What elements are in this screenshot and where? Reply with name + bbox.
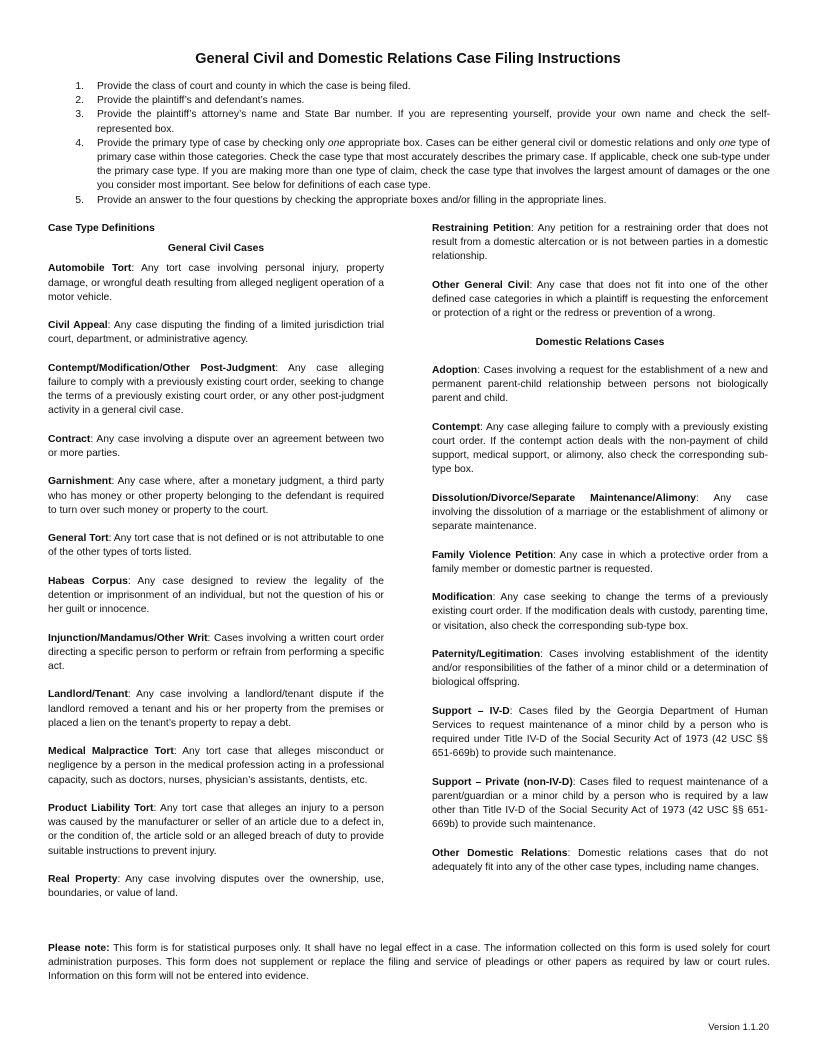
instruction-text-pre: Provide the primary type of case by checking only	[97, 137, 328, 149]
definition-text: : Any tort case involving personal injury, property damage, or wrongful death resulting from alleged negligent operation of a motor vehicle.	[48, 263, 384, 303]
definition-text: : Cases involving a written court order directing a specific person to perform or refrain from performing a specific act.	[48, 632, 385, 672]
definition-landlord-tenant	[48, 688, 384, 731]
definition-automobile-tort	[48, 262, 384, 305]
left-column	[48, 222, 384, 901]
definition-text: : Cases filed by the Georgia Department of Human Services to request maintenance of a minor child by a person who is required under Title IV-D of the Social Security Act of 1973 (42 USC §§ 651-669b) to provide such maintenance.	[432, 705, 768, 760]
definition-term: Garnishment	[48, 476, 112, 488]
definition-text: : Any tort case that is not defined or is not attributable to one of the other types of torts listed.	[48, 533, 384, 559]
definition-text: : Cases involving a request for the establishment of a new and permanent parent-child relationship between persons not biologically parent and child.	[432, 364, 768, 405]
instructions-list	[70, 80, 770, 208]
definition-term: Modification	[432, 592, 493, 604]
definition-term: Other General Civil	[432, 279, 530, 291]
definition-text: : Any tort case that alleges an injury to a person was caused by the manufacturer or seller of an article due to a defect in, or the condition of, the article sold or an alleged breach of duty to provide suitable instructions to prevent injury.	[48, 802, 385, 857]
definition-dissolution-divorce	[432, 492, 768, 535]
definition-text: : Any case disputing the finding of a limited jurisdiction trial court, department, or administrative agency.	[48, 320, 384, 346]
definition-contempt-modification	[48, 362, 384, 419]
definition-paternity	[432, 648, 768, 691]
definition-term: Family Violence Petition	[432, 549, 554, 561]
instruction-item	[70, 94, 770, 108]
definition-term: Contempt	[432, 421, 481, 433]
definition-real-property	[48, 873, 384, 901]
definition-text: : Any petition for a restraining order that does not result from a domestic altercation or is not between parties in a domestic relationship.	[432, 223, 768, 263]
definition-text: : Any case involving the dissolution of a marriage or the establishment of alimony or separate maintenance.	[432, 492, 768, 533]
definition-term: Injunction/Mandamus/Other Writ	[48, 632, 208, 644]
definition-injunction	[48, 632, 384, 675]
instruction-text: Provide the plaintiff’s attorney’s name and State Bar number. If you are representing yourself, provide your own name and check the self-represented box.	[97, 109, 770, 135]
definition-term: General Tort	[48, 533, 109, 545]
definition-adoption	[432, 364, 768, 407]
definition-text: : Cases involving establishment of the identity and/or responsibilities of the father of a minor child or a determination of biological offspring.	[432, 648, 768, 689]
definitions-title: Case Type Definitions	[48, 223, 155, 234]
definition-support-iv-d	[432, 705, 768, 762]
domestic-relations-heading: Domestic Relations Cases	[535, 336, 665, 348]
definition-term: Contract	[48, 433, 91, 445]
instruction-item	[70, 80, 770, 94]
instruction-text: Provide the plaintiff’s and defendant’s names.	[97, 95, 305, 107]
definition-text: : Any case where, after a monetary judgment, a third party who has money or other property belonging to the defendant is required to turn over such money or property to the court.	[48, 476, 384, 516]
definition-term: Real Property	[48, 873, 118, 885]
note-label: Please note:	[48, 943, 110, 954]
definition-contempt	[432, 421, 768, 478]
definition-text: : Any case involving a dispute over an agreement between two or more parties.	[48, 433, 384, 459]
definition-text: : Any case seeking to change the terms of a previously existing court order. If the modification deals with custody, parenting time, or visitation, also check the corresponding sub-type box.	[432, 592, 768, 632]
definition-contract	[48, 433, 384, 461]
instruction-text-post: type of primary case within those categories. Check the case type that most accurately describes the primary case. If applicable, check one sub-type under the primary case type. If you are making more than one type of claim, check the case type that involves the largest amount of damages or the one you consider most important. See below for definitions of each case type.	[97, 137, 770, 192]
definition-term: Paternity/Legitimation	[432, 648, 541, 660]
definition-restraining-petition	[432, 222, 768, 265]
note-text: This form is for statistical purposes only. It shall have no legal effect in a case. The information collected on this form is used solely for court administration purposes. This form does not supplement or replace the filing and service of pleadings or other papers as required by law or court rules. Information on this form will not be entered into evidence.	[48, 943, 770, 983]
definition-term: Civil Appeal	[48, 320, 108, 332]
definition-habeas-corpus	[48, 575, 384, 618]
instruction-text: Provide the class of court and county in which the case is being filed.	[97, 81, 411, 92]
instruction-number: 4.	[75, 137, 84, 149]
instruction-number: 2.	[75, 95, 84, 107]
definition-text: : Any case that does not fit into one of the other defined case categories in which a plaintiff is requesting the enforcement or protection of a right or the redress or prevention of a wrong.	[432, 279, 769, 320]
definition-product-liability	[48, 802, 384, 859]
definition-term: Adoption	[432, 364, 478, 376]
definition-term: Other Domestic Relations	[432, 847, 568, 859]
general-civil-heading: General Civil Cases	[167, 243, 265, 255]
definition-support-private	[432, 776, 768, 833]
definition-modification	[432, 591, 768, 634]
definition-term: Contempt/Modification/Other Post-Judgment	[48, 362, 276, 374]
instruction-item	[70, 137, 770, 194]
definition-text: : Cases filed to request maintenance of a parent/guardian or a minor child by a person who is required by a law other than Title IV-D of the Social Security Act of 1973 (42 USC §§ 651-669b) to provide such maintenance.	[432, 776, 768, 831]
version-label: Version 1.1.20	[708, 1022, 769, 1033]
definition-other-general-civil	[432, 279, 768, 322]
right-column	[432, 222, 768, 875]
definition-text: : Any case alleging failure to comply with a previously existing court order. If the contempt action deals with the non-payment of child support, medical support, or alimony, also check the corresponding sub-type box.	[432, 421, 768, 476]
definition-family-violence	[432, 549, 768, 577]
please-note	[48, 942, 770, 985]
definition-text: : Any tort case that alleges misconduct or negligence by a person in the medical profession acting in a professional capacity, such as doctors, nurses, physician’s assistants, dentists, etc.	[48, 746, 385, 786]
definition-term: Habeas Corpus	[48, 575, 128, 587]
definition-text: : Any case involving a landlord/tenant dispute if the landlord removed a tenant and his or her property from the premises or placed a lien on the tenant’s property to repay a debt.	[48, 689, 384, 729]
definition-term: Medical Malpractice Tort	[48, 746, 174, 758]
definition-term: Dissolution/Divorce/Separate Maintenance/Alimony	[432, 492, 697, 504]
definition-term: Landlord/Tenant	[48, 689, 128, 701]
definition-text: : Any case in which a protective order from a family member or domestic partner is requested.	[432, 549, 768, 575]
definition-general-tort	[48, 532, 384, 560]
definition-text: : Any case designed to review the legality of the detention or imprisonment of an individual, but not the question of his or her guilt or innocence.	[48, 575, 384, 616]
definition-term: Automobile Tort	[48, 263, 132, 275]
instruction-item	[70, 108, 770, 136]
instruction-text-mid: appropriate box. Cases can be either general civil or domestic relations and only	[345, 137, 719, 149]
definition-text: : Any case alleging failure to comply with a previously existing court order, seeking to change the terms of a previously existing court order, or any other post-judgment activity in a general civil case.	[48, 362, 384, 417]
instruction-number: 5.	[75, 194, 84, 206]
definition-text: : Domestic relations cases that do not adequately fit into any of the other case types, including name changes.	[432, 847, 768, 873]
definition-term: Product Liability Tort	[48, 802, 154, 814]
definition-garnishment	[48, 475, 384, 518]
instruction-item	[70, 194, 770, 208]
page-title: General Civil and Domestic Relations Case Filing Instructions	[195, 51, 621, 67]
definition-other-domestic	[432, 847, 768, 875]
definition-term: Support – Private (non-IV-D)	[432, 776, 573, 788]
definition-term: Support – IV-D	[432, 705, 510, 717]
instruction-text: Provide an answer to the four questions by checking the appropriate boxes and/or filling in the appropriate lines.	[97, 194, 607, 206]
definition-text: : Any case involving disputes over the ownership, use, boundaries, or value of land.	[48, 873, 384, 900]
definition-term: Restraining Petition	[432, 223, 531, 234]
instruction-number: 1.	[75, 81, 84, 92]
instruction-emphasis: one	[718, 137, 736, 149]
instruction-emphasis: one	[327, 137, 346, 149]
instruction-number: 3.	[75, 109, 84, 121]
definition-medical-malpractice	[48, 745, 384, 788]
definition-civil-appeal	[48, 319, 384, 347]
